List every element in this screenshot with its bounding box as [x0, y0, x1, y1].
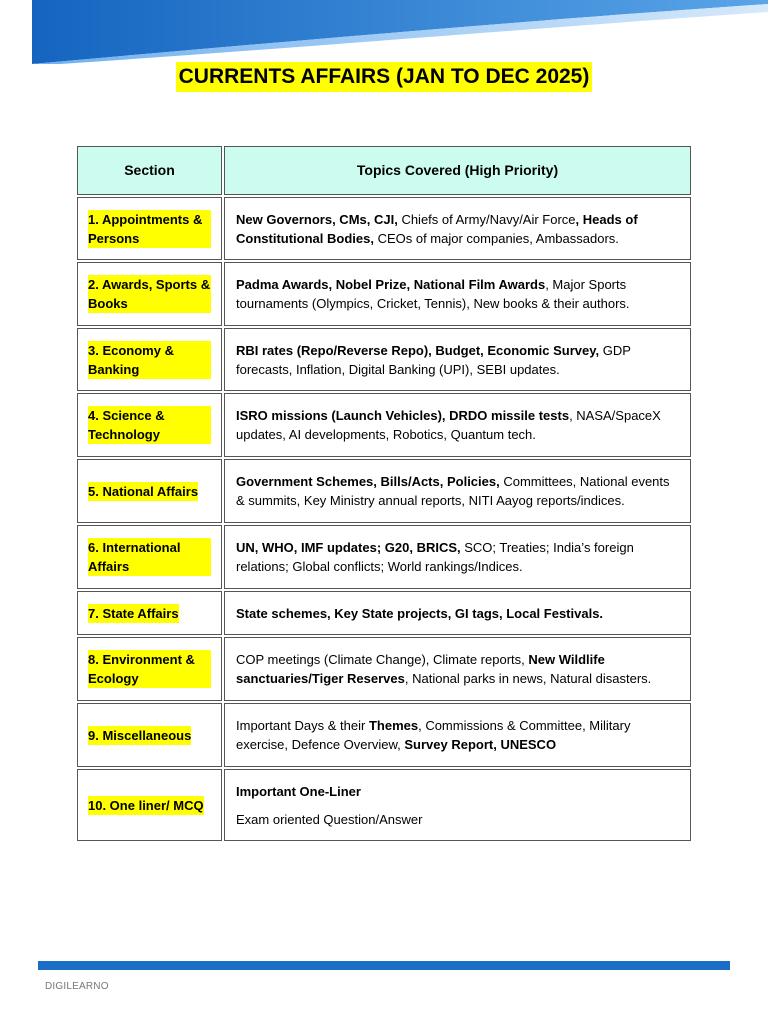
section-label: 5. National Affairs: [88, 483, 199, 499]
topics-text: [236, 472, 679, 510]
topic-segment: GDP forecasts, Inflation, Digital Banking (UPI), SEBI updates.: [236, 342, 631, 377]
table-row: [77, 769, 691, 841]
topics-text: [236, 538, 679, 576]
section-label: 3. Economy & Banking: [88, 341, 211, 379]
section-label: 9. Miscellaneous: [88, 727, 192, 743]
table-row: [77, 393, 691, 457]
topics-cell: [224, 637, 691, 701]
page-title: CURRENTS AFFAIRS (JAN TO DEC 2025): [176, 62, 593, 92]
topics-cell: [224, 328, 691, 391]
section-cell: [77, 525, 222, 589]
table-row: [77, 459, 691, 523]
topics-line-2: Exam oriented Question/Answer: [236, 811, 423, 827]
table-row: [77, 637, 691, 701]
section-cell: [77, 591, 222, 635]
topics-text: [236, 341, 679, 379]
topics-cell: [224, 459, 691, 523]
topic-segment-bold: New Wildlife sanctuaries/Tiger Reserves: [236, 652, 605, 686]
topic-segment: Committees, National events & summits, Key Ministry annual reports, NITI Aayog reports/indices.: [236, 474, 670, 508]
topic-segment-bold: ISRO missions (Launch Vehicles), DRDO missile tests: [236, 408, 570, 423]
table-row: [77, 197, 691, 260]
header-wave-decoration: [0, 0, 768, 70]
section-label: 4. Science & Technology: [88, 406, 211, 444]
topic-segment: , National parks in news, Natural disasters.: [404, 671, 652, 686]
topics-line-1: Important One-Liner: [236, 783, 361, 799]
topics-cell: [224, 525, 691, 589]
topics-cell: [224, 262, 691, 326]
topic-segment-bold: Survey Report, UNESCO: [404, 737, 557, 752]
topics-cell: [224, 703, 691, 767]
topic-segment-bold: Padma Awards, Nobel Prize, National Film Awards: [236, 277, 546, 292]
section-cell: [77, 459, 222, 523]
topics-cell: [224, 769, 691, 841]
topics-text: [236, 275, 679, 313]
section-cell: [77, 393, 222, 457]
topics-text: [236, 716, 679, 754]
topic-segment: Chiefs of Army/Navy/Air Force: [397, 211, 576, 227]
topics-cell: [224, 197, 691, 260]
section-label: 2. Awards, Sports & Books: [88, 277, 211, 311]
footer-bar: [38, 961, 730, 970]
topics-text: [236, 210, 679, 248]
topics-text: [236, 650, 679, 688]
section-label: 10. One liner/ MCQ: [88, 797, 204, 813]
topics-table: [77, 146, 691, 843]
table-header-row: [77, 146, 691, 195]
header-topics-label: Topics Covered (High Priority): [356, 162, 559, 178]
table-row: [77, 703, 691, 767]
section-cell: [77, 637, 222, 701]
topic-segment: , NASA/SpaceX updates, AI developments, Robotics, Quantum tech.: [236, 408, 661, 442]
topic-segment: Important Days & their: [236, 718, 369, 733]
section-cell: [77, 703, 222, 767]
header-section: [77, 146, 222, 195]
footer-brand: DIGILEARNO: [45, 981, 109, 992]
section-cell: [77, 328, 222, 391]
section-cell: [77, 197, 222, 260]
header-topics: [224, 146, 691, 195]
topics-cell: [224, 591, 691, 635]
topic-segment: CEOs of major companies, Ambassadors.: [373, 230, 619, 246]
topic-segment-bold: Themes: [368, 718, 419, 733]
header-section-label: Section: [124, 162, 175, 178]
section-label: 8. Environment & Ecology: [88, 650, 211, 688]
topic-segment: SCO; Treaties; India’s foreign relations; Global conflicts; World rankings/Indices.: [236, 540, 634, 574]
table-row: [77, 328, 691, 391]
topic-segment: COP meetings (Climate Change), Climate reports,: [236, 652, 529, 667]
topic-segment-bold: New Governors, CMs, CJI,: [236, 211, 398, 227]
topic-segment-bold: Government Schemes, Bills/Acts, Policies,: [236, 474, 500, 489]
section-cell: [77, 769, 222, 841]
topics-text: [236, 782, 422, 829]
topic-segment-bold: RBI rates (Repo/Reverse Repo), Budget, Economic Survey,: [236, 342, 600, 358]
topic-segment: , Commissions & Committee, Military exercise, Defence Overview,: [236, 718, 631, 752]
topic-segment-bold: UN, WHO, IMF updates; G20, BRICS,: [236, 540, 461, 555]
topics-text: [236, 604, 603, 623]
table-row: [77, 591, 691, 635]
topics-text: [236, 406, 679, 444]
section-cell: [77, 262, 222, 326]
section-label: 1. Appointments & Persons: [88, 210, 211, 248]
table-row: [77, 262, 691, 326]
topic-segment-bold: , Heads of Constitutional Bodies,: [236, 211, 638, 246]
section-label: 6. International Affairs: [88, 538, 211, 576]
section-label: 7. State Affairs: [88, 605, 179, 621]
topic-segment: , Major Sports tournaments (Olympics, Cricket, Tennis), New books & their authors.: [236, 277, 630, 311]
topic-segment-bold: State schemes, Key State projects, GI tags, Local Festivals.: [236, 605, 604, 621]
table-row: [77, 525, 691, 589]
topics-cell: [224, 393, 691, 457]
